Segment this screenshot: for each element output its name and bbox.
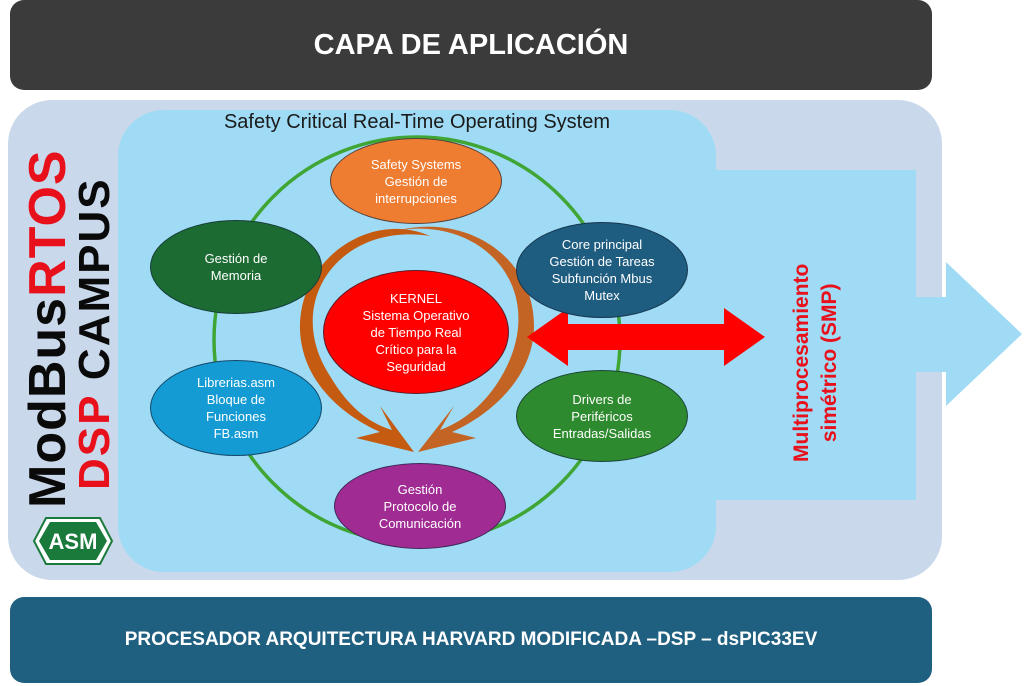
brand-modbus-text: ModBus bbox=[19, 296, 77, 508]
node-kernel bbox=[323, 270, 509, 394]
asm-logo-text: ASM bbox=[48, 529, 98, 554]
node-libraries-label: Librerias.asm Bloque de Funciones FB.asm bbox=[196, 375, 276, 441]
asm-logo bbox=[32, 516, 114, 566]
node-memory bbox=[150, 220, 322, 314]
processor-title: PROCESADOR ARQUITECTURA HARVARD MODIFICADA –DSP – dsPIC33EV bbox=[124, 629, 818, 650]
smp-output-arrow bbox=[916, 262, 1022, 406]
node-core-principal-label: Core principal Gestión de Tareas Subfunción Mbus Mutex bbox=[549, 237, 655, 303]
node-protocol-label: Gestión Protocolo de Comunicación bbox=[378, 481, 462, 531]
node-safety-systems-label: Safety Systems Gestión de interrupciones bbox=[370, 156, 462, 206]
node-drivers bbox=[516, 370, 688, 462]
brand-rtos-text: RTOS bbox=[19, 149, 77, 297]
node-protocol bbox=[334, 463, 506, 549]
brand-space bbox=[70, 380, 119, 394]
processor-bar bbox=[10, 597, 932, 683]
node-core-principal bbox=[516, 222, 688, 318]
brand-campus-text: CAMPUS bbox=[70, 177, 119, 381]
node-drivers-label: Drivers de Periféricos Entradas/Salidas bbox=[552, 391, 652, 441]
application-layer-title: CAPA DE APLICACIÓN bbox=[313, 28, 629, 61]
rtos-title: Safety Critical Real-Time Operating System bbox=[223, 111, 611, 133]
node-memory-label: Gestión de Memoria bbox=[204, 251, 268, 283]
node-safety-systems bbox=[330, 138, 502, 224]
smp-label bbox=[788, 264, 844, 462]
node-libraries bbox=[150, 360, 322, 456]
smp-label-line1: Multiprocesamiento bbox=[790, 263, 813, 462]
brand-dsp-campus bbox=[70, 177, 120, 490]
smp-label-line2: simétrico (SMP) bbox=[818, 283, 841, 443]
smp-double-arrow bbox=[527, 308, 765, 366]
brand-dsp-text: DSP bbox=[70, 394, 119, 490]
node-kernel-label: KERNEL Sistema Operativo de Tiempo Real Crítico para la Seguridad bbox=[362, 290, 470, 374]
brand-modbusrtos bbox=[18, 149, 78, 508]
